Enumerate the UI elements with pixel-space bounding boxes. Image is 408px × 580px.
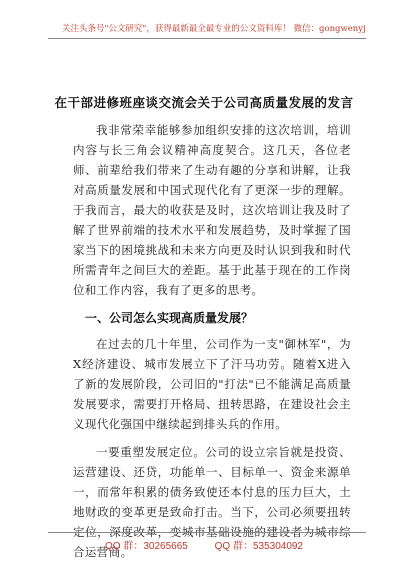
- footer-divider: [48, 532, 366, 533]
- document-title: 在干部进修班座谈交流会关于公司高质量发展的发言: [54, 95, 354, 110]
- footer: [0, 537, 408, 552]
- header-divider: [48, 38, 366, 39]
- section-paragraph: 一要重塑发展定位。公司的设立宗旨就是投资、运营建设、还贷，功能单一、目标单一、资金来源单一，而常年积累的债务致使还本付息的压力巨大，土地财政的变革更是致命打击。当下，公司必须要扭转定位，深度改革，变城市基础设施的建设者为城市综合运营商。: [73, 445, 351, 559]
- section-paragraph: 在过去的几十年里，公司作为一支"御林军"，为X经济建设、城市发展立下了汗马功劳。随着X进入了新的发展阶段，公司旧的"打法"已不能满足高质量发展要求，需要打开格局、扭转思路，在建设社会主义现代化强国中继续起到排头兵的作用。: [73, 337, 351, 431]
- footer-qq-group-2: QQ 群：535304092: [214, 541, 303, 552]
- footer-qq-group-1: QQ 群：30265665: [105, 541, 188, 552]
- intro-paragraph: 我非常荣幸能够参加组织安排的这次培训，培训内容与长三角会议精神高度契合。这几天，各位老师、前辈给我们带来了生动有趣的分享和讲解，让我对高质量发展和中国式现代化有了更深一步的理解。于我而言，最大的收获是及时，这次培训让我及时了解了世界前端的技术水平和发展趋势，及时掌握了国家当下的困境挑战和未来方向更及时认识到我和时代所需青年之间巨大的差距。基于此基于现在的工作岗位和工作内容，我有了更多的思考。: [73, 123, 351, 297]
- section-heading: 一、公司怎么实现高质量发展？: [85, 311, 254, 325]
- document-body: [73, 120, 351, 570]
- header-note: 关注头条号"公文研究"，获得最新最全最专业的公文资料库！ 微信：gongwenyj: [62, 24, 366, 34]
